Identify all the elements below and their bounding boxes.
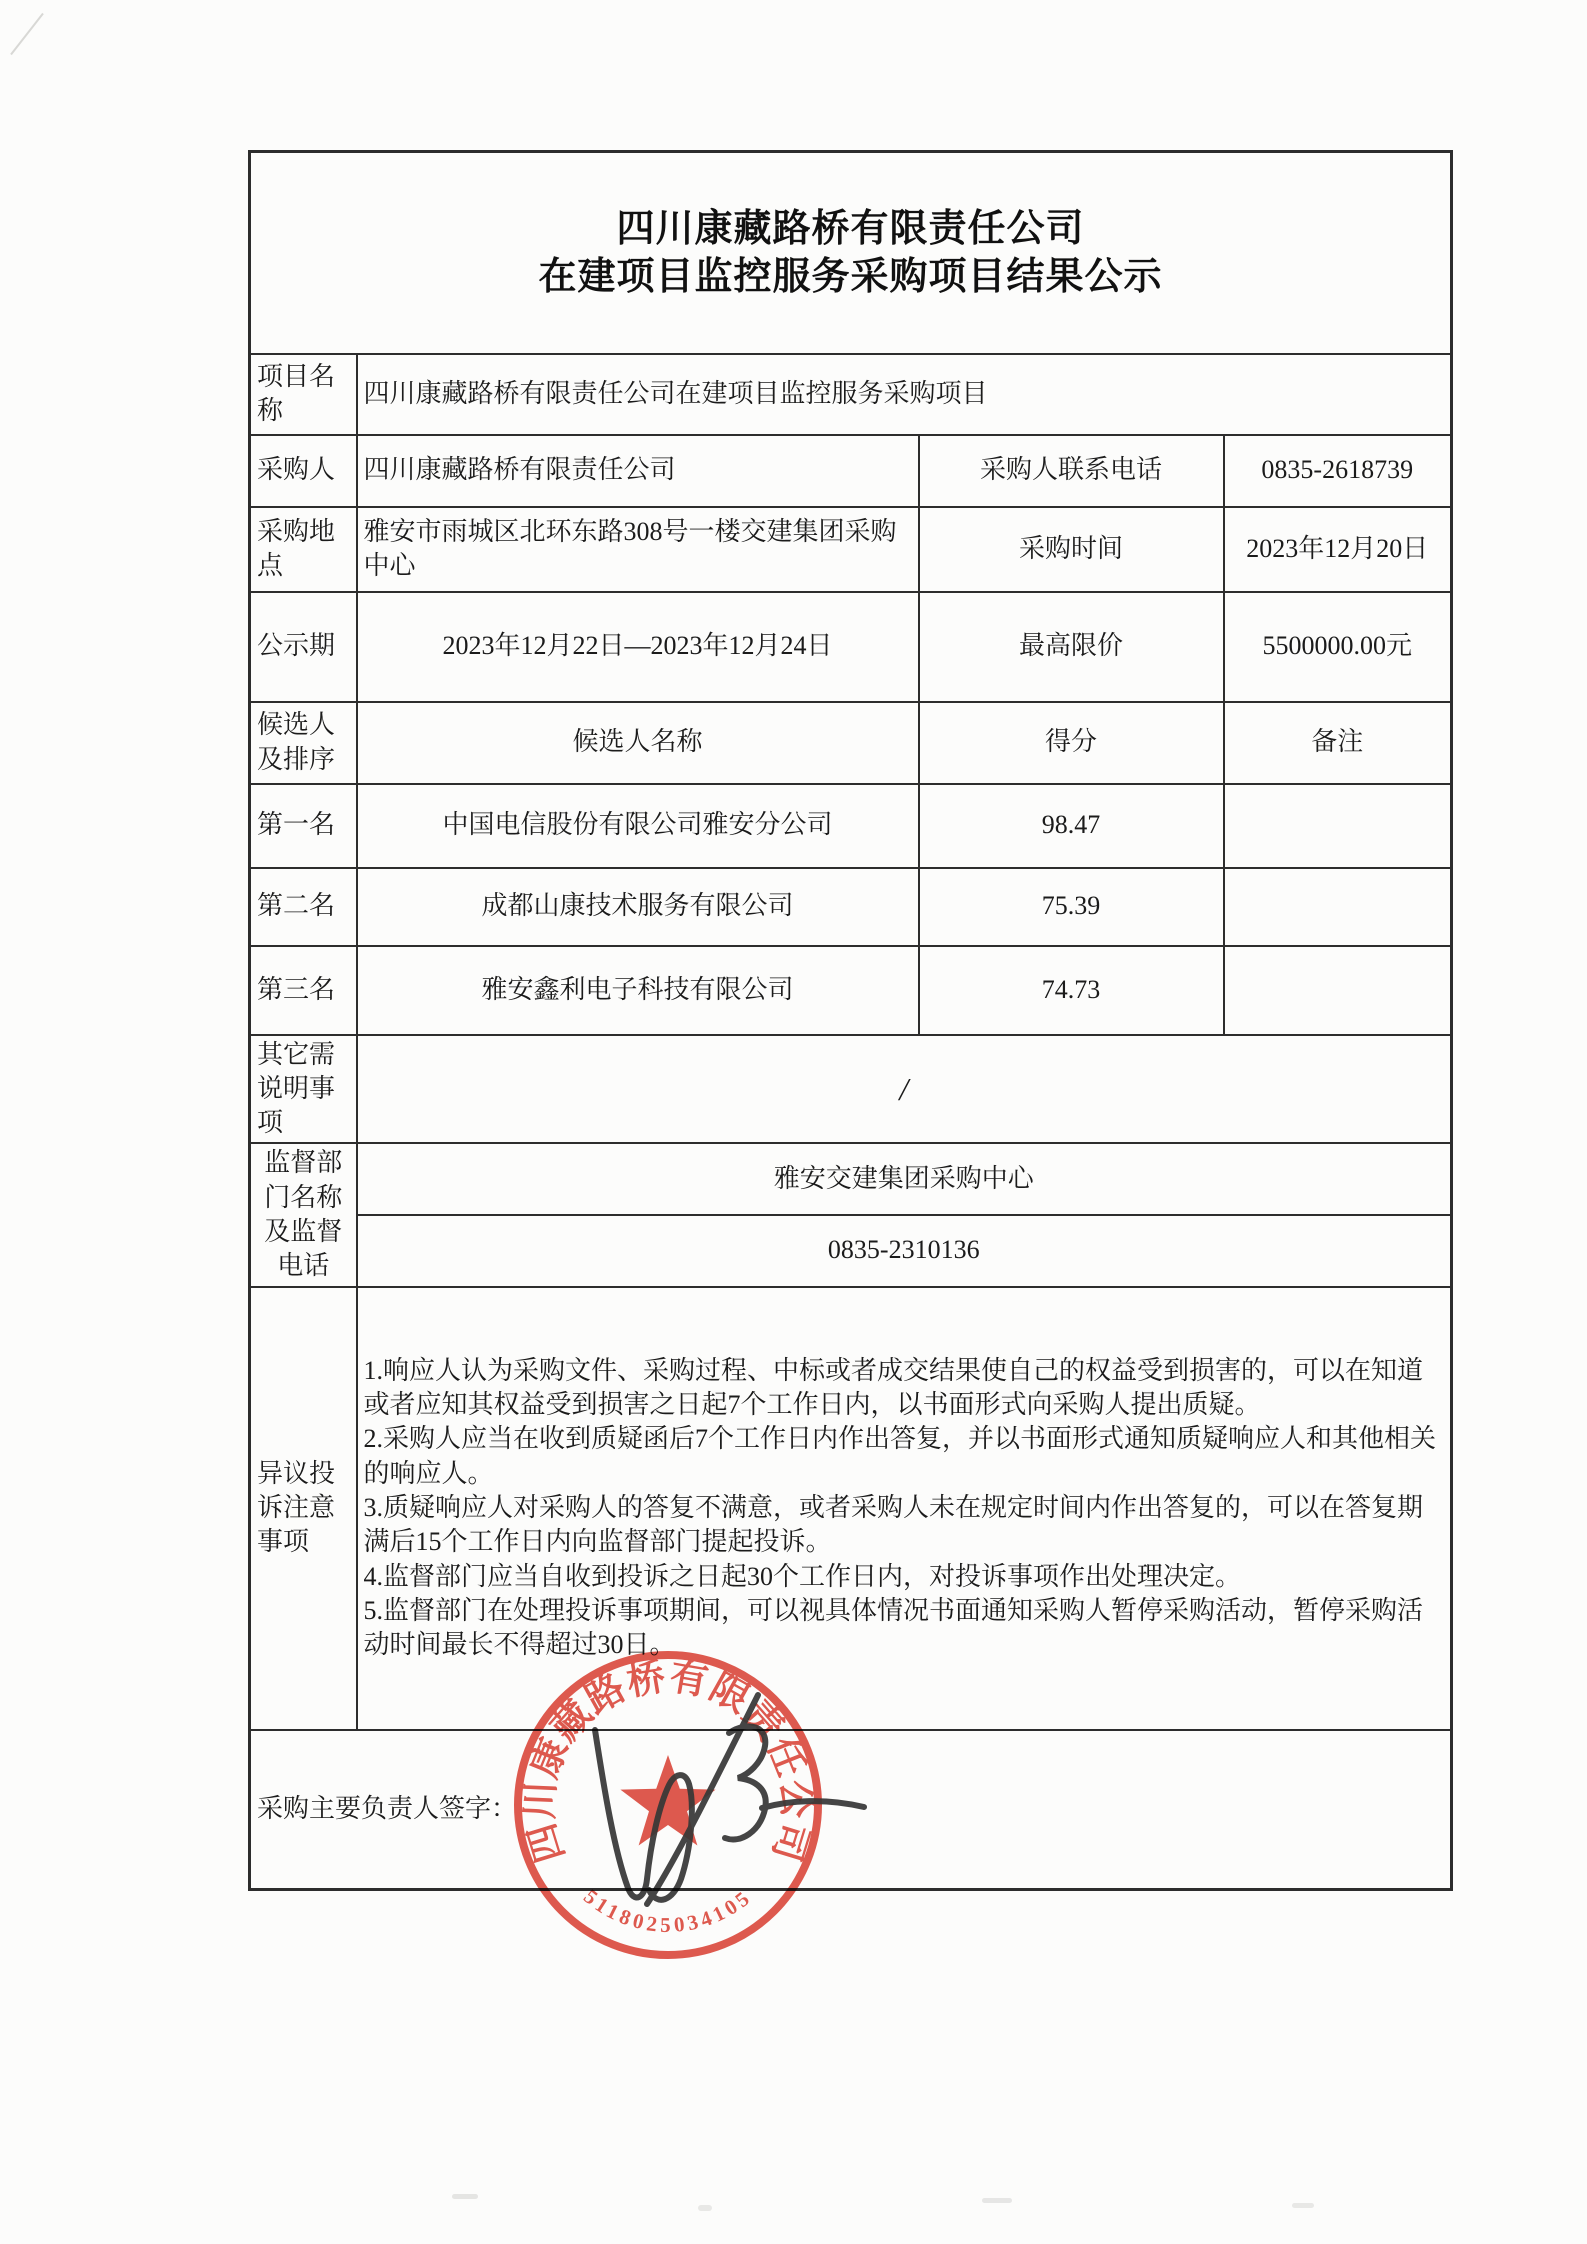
document-title-cell bbox=[250, 152, 1452, 354]
result-announcement-table bbox=[248, 150, 1453, 1891]
candidate-name: 中国电信股份有限公司雅安分公司 bbox=[357, 784, 919, 868]
purchaser-phone-value: 0835-2618739 bbox=[1224, 435, 1452, 507]
document-title-line2: 在建项目监控服务采购项目结果公示 bbox=[538, 255, 1163, 298]
purchaser-label: 采购人 bbox=[250, 435, 357, 507]
supervision-phone: 0835-2310136 bbox=[357, 1215, 1452, 1287]
publicity-period-value: 2023年12月22日—2023年12月24日 bbox=[357, 592, 919, 702]
candidate-remark bbox=[1224, 946, 1452, 1035]
candidate-remark bbox=[1224, 784, 1452, 868]
signature-label: 采购主要负责人签字： bbox=[257, 1794, 518, 1824]
other-notes-value bbox=[357, 1035, 1452, 1144]
candidate-name-header: 候选人名称 bbox=[357, 702, 919, 784]
seal-number-text: 5118025034105 bbox=[579, 1884, 757, 1937]
other-notes-label: 其它需说明事项 bbox=[250, 1035, 357, 1144]
objection-label: 异议投诉注意事项 bbox=[250, 1287, 357, 1730]
purchase-time-value: 2023年12月20日 bbox=[1224, 507, 1452, 592]
supervision-department: 雅安交建集团采购中心 bbox=[357, 1143, 1452, 1214]
candidate-rank: 第二名 bbox=[250, 868, 357, 946]
objection-item: 4.监督部门应当自收到投诉之日起30个工作日内，对投诉事项作出处理决定。 bbox=[363, 1561, 1242, 1591]
purchaser-value: 四川康藏路桥有限责任公司 bbox=[357, 435, 919, 507]
candidate-score: 75.39 bbox=[919, 868, 1224, 946]
publicity-period-label: 公示期 bbox=[250, 592, 357, 702]
objection-item: 5.监督部门在处理投诉事项期间，可以视具体情况书面通知采购人暂停采购活动，暂停采购活动时间最长不得超过30日。 bbox=[363, 1595, 1424, 1660]
scan-artifact bbox=[1292, 2203, 1314, 2208]
supervision-label: 监督部门名称及监督电话 bbox=[250, 1143, 357, 1286]
objection-item: 1.响应人认为采购文件、采购过程、中标或者成交结果使自己的权益受到损害的，可以在知道或者应知其权益受到损害之日起7个工作日内，以书面形式向采购人提出质疑。 bbox=[363, 1355, 1424, 1420]
candidate-remark-header: 备注 bbox=[1224, 702, 1452, 784]
location-label: 采购地点 bbox=[250, 507, 357, 592]
candidate-row bbox=[250, 946, 1452, 1035]
candidate-rank: 第一名 bbox=[250, 784, 357, 868]
scan-artifact bbox=[982, 2198, 1012, 2203]
candidate-row bbox=[250, 784, 1452, 868]
project-name-value: 四川康藏路桥有限责任公司在建项目监控服务采购项目 bbox=[357, 354, 1452, 435]
objection-item: 3.质疑响应人对采购人的答复不满意，或者采购人未在规定时间内作出答复的，可以在答复期满后15个工作日内向监督部门提起投诉。 bbox=[363, 1493, 1424, 1557]
candidate-rank: 第三名 bbox=[250, 946, 357, 1035]
signature-row-cell bbox=[250, 1730, 1452, 1890]
document-title-line1: 四川康藏路桥有限责任公司 bbox=[616, 207, 1085, 250]
purchaser-phone-label: 采购人联系电话 bbox=[919, 435, 1224, 507]
max-price-label: 最高限价 bbox=[919, 592, 1224, 702]
candidate-score-header: 得分 bbox=[919, 702, 1224, 784]
candidate-row bbox=[250, 868, 1452, 946]
other-notes-slash: / bbox=[899, 1070, 909, 1107]
candidate-score: 74.73 bbox=[919, 946, 1224, 1035]
candidate-name: 雅安鑫利电子科技有限公司 bbox=[357, 946, 919, 1035]
scan-artifact bbox=[10, 13, 44, 55]
location-value: 雅安市雨城区北环东路308号一楼交建集团采购中心 bbox=[357, 507, 919, 592]
scan-artifact bbox=[698, 2205, 712, 2211]
project-name-label: 项目名称 bbox=[250, 354, 357, 435]
objection-item: 2.采购人应当在收到质疑函后7个工作日内作出答复，并以书面形式通知质疑响应人和其他相关的响应人。 bbox=[363, 1424, 1437, 1488]
candidate-name: 成都山康技术服务有限公司 bbox=[357, 868, 919, 946]
scan-artifact bbox=[452, 2194, 478, 2199]
objection-notice bbox=[357, 1287, 1452, 1730]
purchase-time-label: 采购时间 bbox=[919, 507, 1224, 592]
candidate-remark bbox=[1224, 868, 1452, 946]
candidate-rank-header: 候选人及排序 bbox=[250, 702, 357, 784]
seal-company-text: 四川康藏路桥有限责任公司 bbox=[519, 1655, 817, 1868]
svg-text:5118025034105 bbox=[579, 1884, 757, 1937]
candidate-score: 98.47 bbox=[919, 784, 1224, 868]
max-price-value: 5500000.00元 bbox=[1224, 592, 1452, 702]
